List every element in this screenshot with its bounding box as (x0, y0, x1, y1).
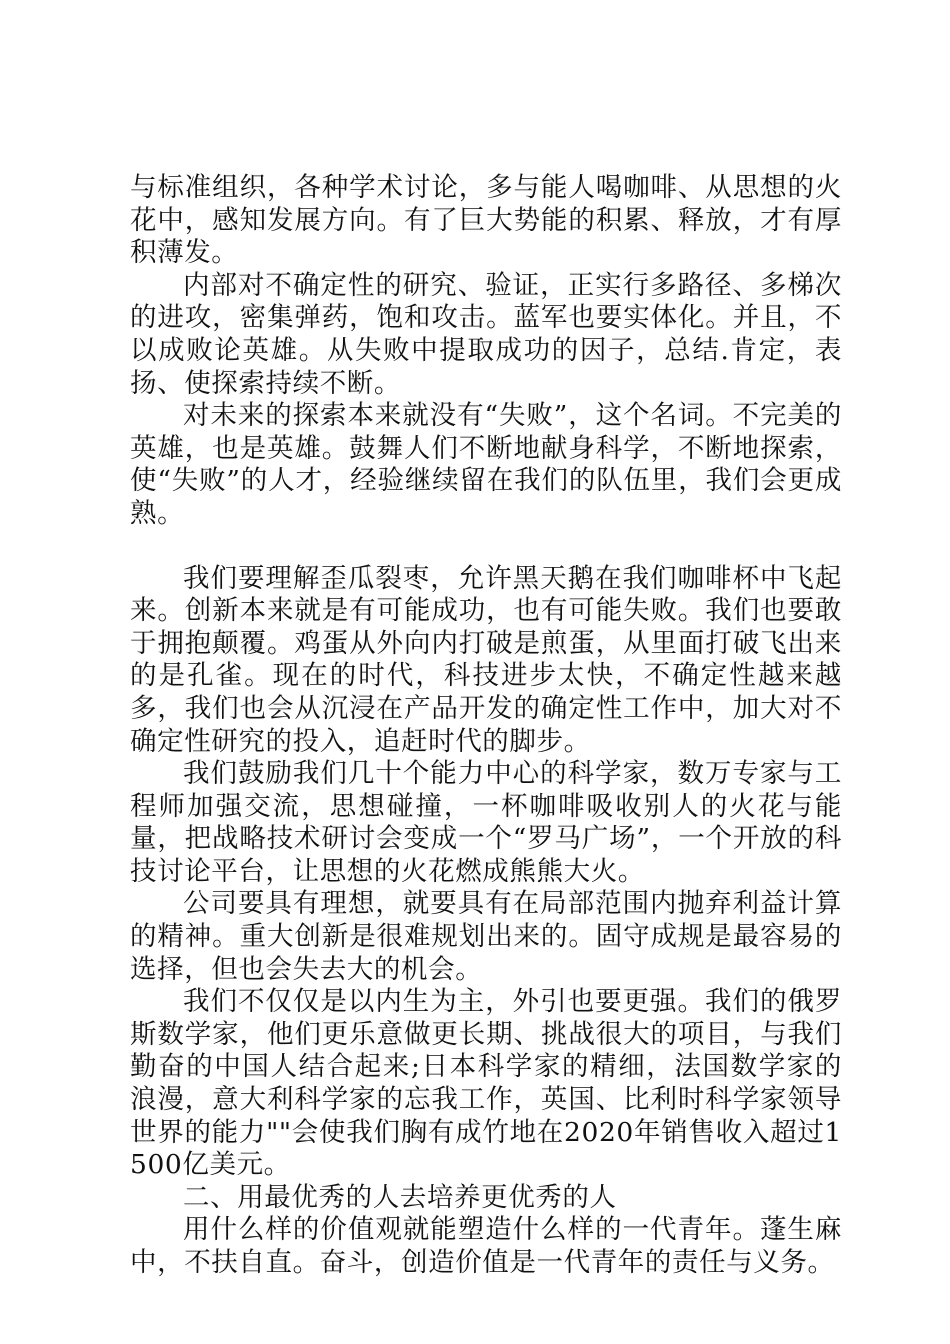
section-heading: 二、用最优秀的人去培养更优秀的人 (183, 1181, 617, 1213)
paragraph-capability-centers: 我们鼓励我们几十个能力中心的科学家，数万专家与工程师加强交流，思想碰撞，一杯咖啡吸收别人的火花与能量，把战略技术研讨会变成一个“罗马广场”，一个开放的科技讨论平台，让思想的火花燃成熊熊大火。 (130, 758, 842, 887)
paragraph-no-failure: 对未来的探索本来就没有“失败”，这个名词。不完美的英雄，也是英雄。鼓舞人们不断地献身科学，不断地探索，使“失败”的人才，经验继续留在我们的队伍里，我们会更成熟。 (130, 400, 842, 529)
paragraph-continuation: 与标准组织，各种学术讨论，多与能人喝咖啡、从思想的火花中，感知发展方向。有了巨大势能的积累、释放，才有厚积薄发。 (130, 172, 842, 269)
paragraph-values: 用什么样的价值观就能塑造什么样的一代青年。蓬生麻中，不扶自直。奋斗，创造价值是一代青年的责任与义务。 (130, 1214, 842, 1278)
paragraph-external-talent: 我们不仅仅是以内生为主，外引也要更强。我们的俄罗斯数学家，他们更乐意做更长期、挑战很大的项目，与我们勤奋的中国人结合起来;日本科学家的精细，法国数学家的浪漫，意大利科学家的忘我工作，英国、比利时科学家领导世界的能力""会使我们胸有成竹地在2020年销售收入超过1500亿美元。 (130, 986, 842, 1181)
paragraph-ideals: 公司要具有理想，就要具有在局部范围内抛弃利益计算的精神。重大创新是很难规划出来的。固守成规是最容易的选择，但也会失去大的机会。 (130, 888, 842, 985)
paragraph-black-swan: 我们要理解歪瓜裂枣，允许黑天鹅在我们咖啡杯中飞起来。创新本来就是有可能成功，也有可能失败。我们也要敢于拥抱颠覆。鸡蛋从外向内打破是煎蛋，从里面打破飞出来的是孔雀。现在的时代，科技进步太快，不确定性越来越多，我们也会从沉浸在产品开发的确定性工作中，加大对不确定性研究的投入，追赶时代的脚步。 (130, 562, 842, 757)
document-page (130, 172, 842, 1280)
paragraph-uncertainty-research: 内部对不确定性的研究、验证，正实行多路径、多梯次的进攻，密集弹药，饱和攻击。蓝军也要实体化。并且，不以成败论英雄。从失败中提取成功的因子，总结.肯定，表扬、使探索持续不断。 (130, 269, 842, 399)
